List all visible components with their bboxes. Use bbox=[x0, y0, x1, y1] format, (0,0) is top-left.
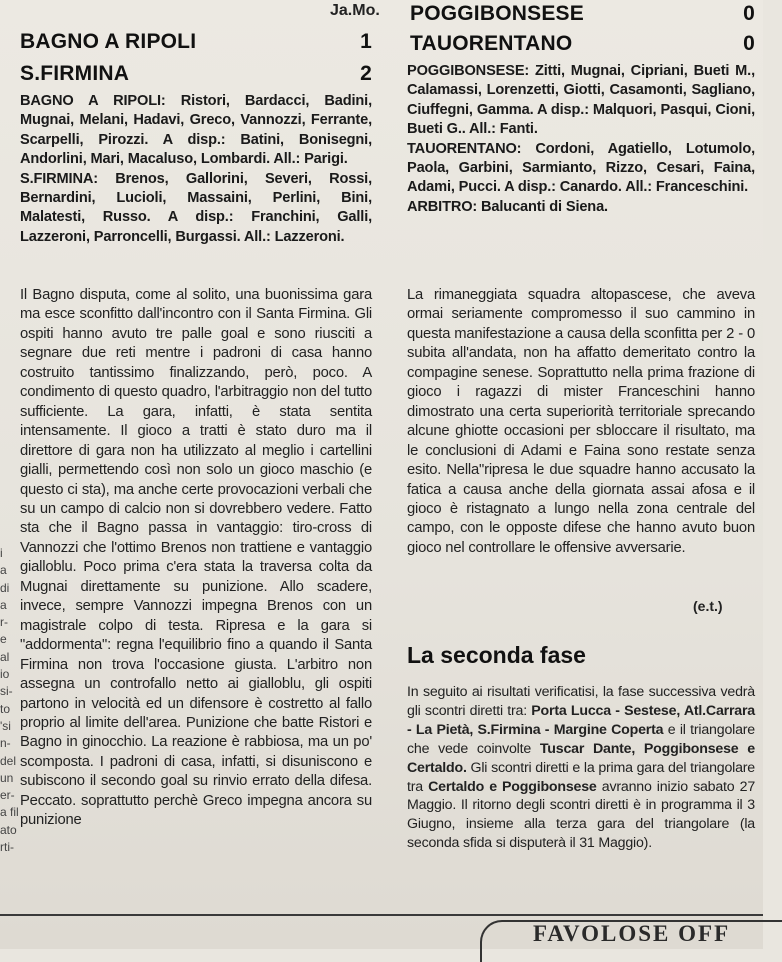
team-score: 0 bbox=[743, 2, 755, 25]
edge-letter: a fil bbox=[0, 805, 19, 820]
match-team2-row bbox=[410, 32, 755, 56]
edge-letter: er- bbox=[0, 788, 15, 803]
team-name: TAUORENTANO bbox=[410, 32, 573, 55]
edge-letter: del bbox=[0, 753, 17, 768]
team-name: S.FIRMINA bbox=[20, 62, 130, 85]
edge-letter: ato bbox=[0, 822, 17, 837]
bold-run: Tuscar Dante, Poggibonsese e Certaldo. bbox=[407, 740, 755, 776]
article-paragraph: La rimaneggiata squadra altopascese, che aveva ormai seriamente compromesso il suo cammino in questa manifestazione a causa della sconfitta per 2 - 0 subita all'andata, non ha affatto demeritato contro la compagine senese. Soprattutto nella prima frazione di gioco i ragazzi di mister Franceschini hanno dimostrato una certa superiorità territoriale sprecando alcune ghiotte occasioni per sbloccare il risultato, ma le conclusioni di Adami e Faina sono restate senza esito. Nella"ripresa le due squadre hanno accusato la fatica a causa anche della giornata assai afosa e il gioco è ristagnato a lungo nella zona centrale del campo, con le opposte difese che hanno avuto buon gioco nel controllare le offensive avversarie. bbox=[407, 287, 755, 556]
team-score: 1 bbox=[360, 30, 372, 53]
page-rule bbox=[0, 914, 763, 916]
edge-letter: a bbox=[0, 563, 7, 578]
section-paragraph bbox=[407, 683, 755, 853]
footer-banner-text: FAVOLOSE OFF bbox=[533, 921, 731, 946]
edge-letter: to bbox=[0, 701, 11, 716]
edge-letter: di bbox=[0, 580, 10, 595]
team-name: POGGIBONSESE bbox=[410, 2, 584, 25]
adjacent-column-fragment bbox=[0, 545, 19, 856]
edge-letter: un bbox=[0, 770, 14, 785]
text-run: avranno inizio sabato 27 Maggio. Il ritorno degli scontri diretti è in programma il 3 Giugno, insieme alla terza gara del triangolare (la seconda sfida si disputerà il 31 Maggio). bbox=[407, 778, 756, 852]
edge-letter: a bbox=[0, 597, 7, 612]
bold-run: Certaldo e Poggibonsese bbox=[428, 778, 597, 795]
edge-letter: r- bbox=[0, 615, 8, 630]
edge-letter: io bbox=[0, 667, 10, 682]
lineup-home: BAGNO A RIPOLI: Ristori, Bardacci, Badini, Mugnai, Melani, Hadavi, Greco, Vannozzi, Ferrante, Scarpelli, Pirozzi. A disp.: Batini, Bonisegni, Andorlini, Mari, Macaluso, Lombardi. All.: Parigi. bbox=[20, 93, 372, 168]
article-body bbox=[20, 286, 372, 831]
edge-letter: al bbox=[0, 649, 10, 664]
edge-letter: 'si bbox=[0, 718, 11, 733]
lineup-home: POGGIBONSESE: Zitti, Mugnai, Cipriani, Bueti M., Calamassi, Lorenzetti, Giotti, Casamonti, Sagliano, Ciuffegni, Gamma. A disp.: Malquori, Pasqui, Cioni, Bueti G.. All.: Fanti. bbox=[407, 63, 755, 138]
section-title: La seconda fase bbox=[407, 642, 586, 668]
author-code: Ja.Mo. bbox=[330, 2, 380, 19]
text-run: e il triangolare che vede coinvolte bbox=[407, 721, 755, 757]
section-body bbox=[407, 683, 755, 853]
match-team2-row bbox=[20, 62, 372, 86]
article-body bbox=[407, 286, 755, 558]
author-signature: (e.t.) bbox=[693, 598, 723, 614]
lineup-away: TAUORENTANO: Cordoni, Agatiello, Lotumolo, Paola, Garbini, Sarmianto, Rizzo, Cesari, Faina, Adami, Pucci. A disp.: Canardo. All.: Franceschini. bbox=[407, 140, 755, 196]
edge-letter: i bbox=[0, 546, 3, 560]
article-paragraph: Il Bagno disputa, come al solito, una buonissima gara ma esce sconfitto dall'incontro con il Santa Firmina. Gli ospiti hanno avuto tre palle goal e sono riusciti a segnare due reti mentre i padroni di casa hanno costruito tantissimo finalizzando, però, poco. A condimento di questo quadro, l'arbitraggio non del tutto sufficiente. La gara, infatti, è stata sentita intensamente. Il gioco a tratti è stato duro ma il direttore di gara non ha utilizzato al meglio i cartellini gialli, permettendo così non solo un gioco maschio (e questo ci sta), ma anche certe provocazioni verbali che su un campo di calcio non si dovrebbero vedere. Fatto sta che il Bagno passa in vantaggio: tiro-cross di Vannozzi che l'ottimo Brenos non trattiene e vantaggio gialloblu. Poco prima c'era stata la traversa colta da Mugnai direttamente su punizione. Allo scadere, invece, sempre Vannozzi impegna Brenos con un magistrale colpo di testa. Ripresa e la gara si "addormenta": regna l'equilibrio fino a quando il Santa Firmina non trova l'occasione giusta. L'arbitro non assegna un controfallo netto ai gialloblu, gli ospiti partono in velocità ed un difensore è costretto al fallo proprio al limite dell'area. Punizione che batte Ristori e Bagno in ginocchio. La reazione è rabbiosa, ma un po' scomposta. I padroni di casa, infatti, si disuniscono e subiscono il secondo goal su rinvio errato della difesa. Peccato. soprattutto perchè Greco impegna ancora su punizione bbox=[20, 287, 372, 829]
text-run: In seguito ai risultati verificatisi, la fase successiva vedrà gli scontri diretti tra: bbox=[407, 684, 755, 719]
match-team1-row bbox=[410, 2, 755, 26]
lineups bbox=[20, 92, 372, 247]
text-run: Gli scontri diretti e la prima gara del triangolare tra bbox=[407, 759, 755, 795]
team-name: BAGNO A RIPOLI bbox=[20, 30, 197, 53]
edge-letter: si- bbox=[0, 684, 13, 699]
edge-letter: rti- bbox=[0, 840, 14, 855]
lineups bbox=[407, 62, 755, 217]
lineup-away: S.FIRMINA: Brenos, Gallorini, Severi, Rossi, Bernardini, Lucioli, Massaini, Perlini, Bini, Malatesti, Russo. A disp.: Franchini, Galli, Lazzeroni, Parroncelli, Burgassi. All.: Lazzeroni. bbox=[20, 170, 372, 245]
edge-letter: e bbox=[0, 632, 7, 647]
match-team1-row bbox=[20, 30, 372, 54]
team-score: 0 bbox=[743, 32, 755, 55]
edge-letter: n- bbox=[0, 736, 11, 751]
bold-run: Porta Lucca - Sestese, Atl.Carrara - La Pietà, S.Firmina - Margine Coperta bbox=[407, 702, 755, 738]
referee: ARBITRO: Balucanti di Siena. bbox=[407, 198, 608, 215]
team-score: 2 bbox=[360, 62, 372, 85]
